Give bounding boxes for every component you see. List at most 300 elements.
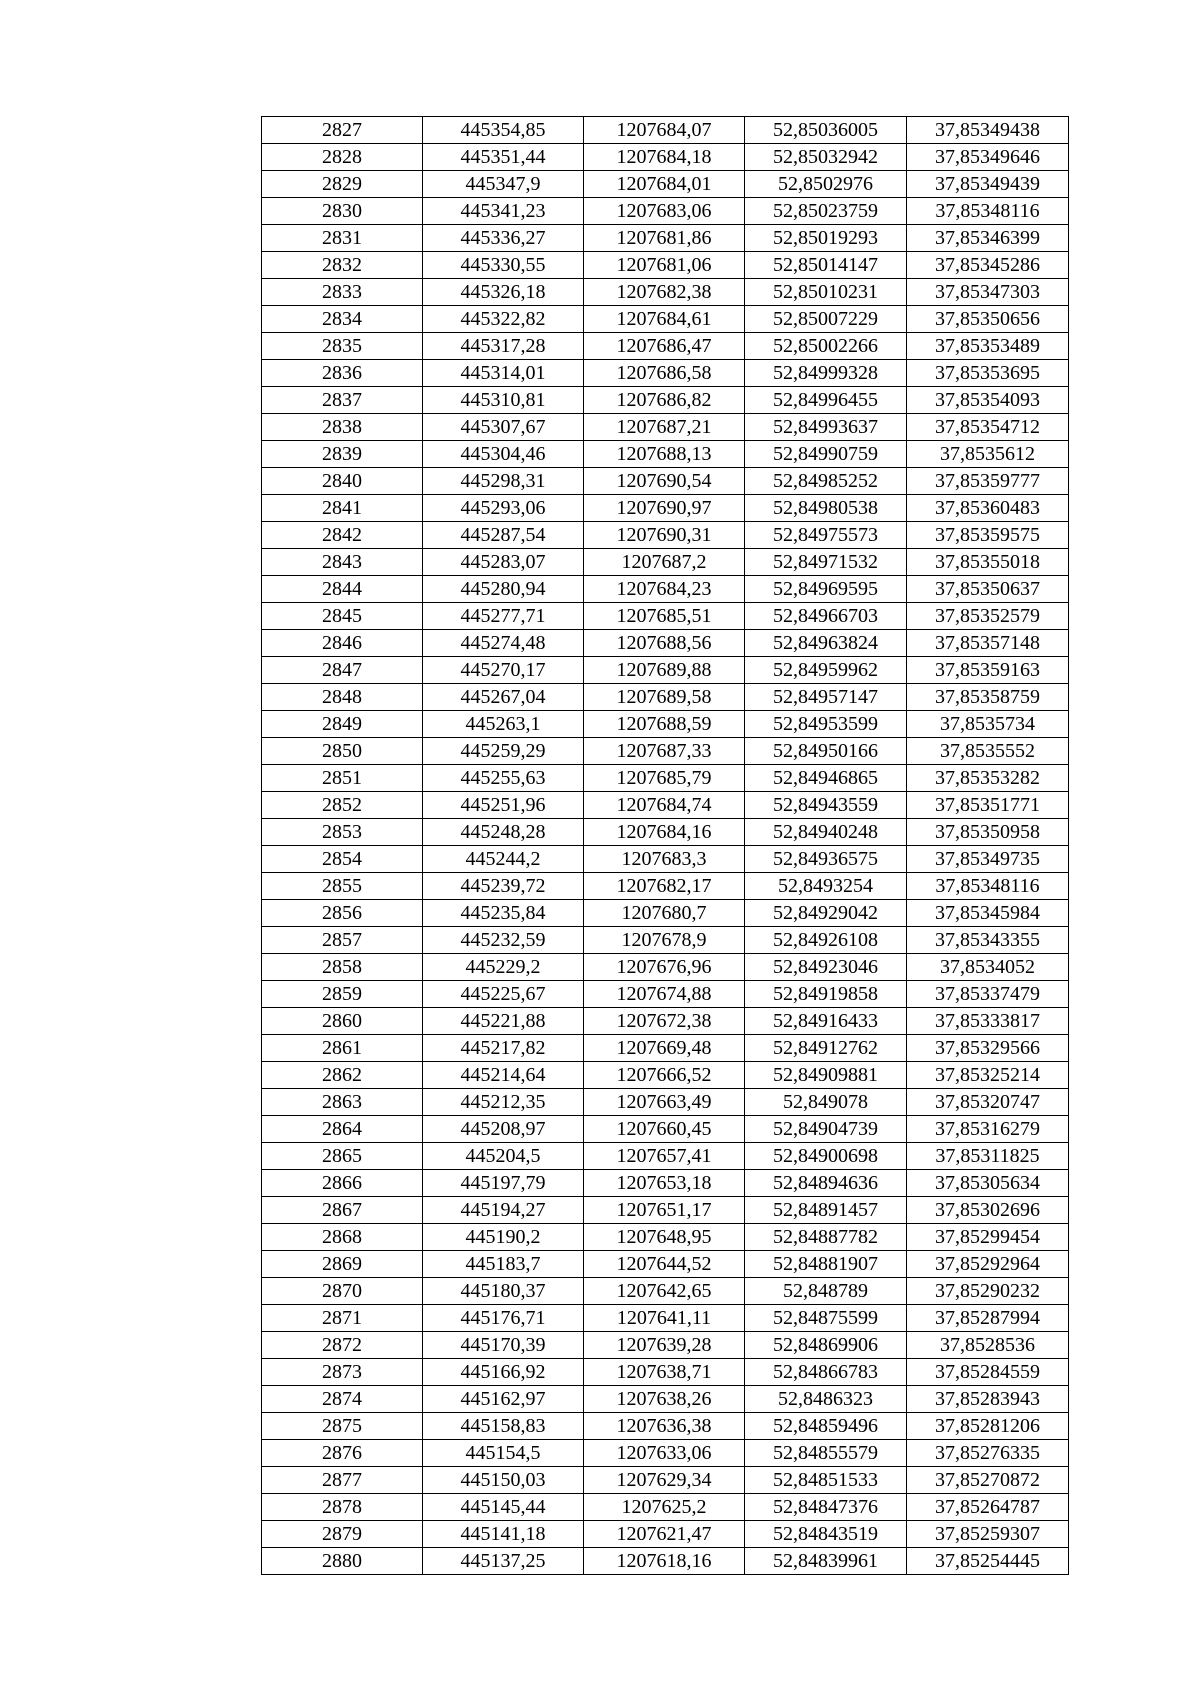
table-row: [262, 1467, 1069, 1494]
longitude-cell: 37,85353489: [907, 333, 1069, 360]
longitude-cell: 37,85350656: [907, 306, 1069, 333]
table-row: [262, 144, 1069, 171]
x-coordinate-cell: 445330,55: [423, 252, 584, 279]
longitude-cell: 37,85349735: [907, 846, 1069, 873]
table-row: [262, 765, 1069, 792]
table-row: [262, 954, 1069, 981]
x-coordinate-cell: 445141,18: [423, 1521, 584, 1548]
table-row: [262, 846, 1069, 873]
latitude-cell: 52,84975573: [745, 522, 907, 549]
table-row: [262, 549, 1069, 576]
x-coordinate-cell: 445298,31: [423, 468, 584, 495]
table-row: [262, 711, 1069, 738]
longitude-cell: 37,85353282: [907, 765, 1069, 792]
y-coordinate-cell: 1207683,06: [584, 198, 745, 225]
y-coordinate-cell: 1207685,79: [584, 765, 745, 792]
table-row: [262, 414, 1069, 441]
table-row: [262, 279, 1069, 306]
latitude-cell: 52,84904739: [745, 1116, 907, 1143]
table-row: [262, 468, 1069, 495]
point-number-cell: 2835: [262, 333, 423, 360]
longitude-cell: 37,85359575: [907, 522, 1069, 549]
y-coordinate-cell: 1207689,58: [584, 684, 745, 711]
y-coordinate-cell: 1207648,95: [584, 1224, 745, 1251]
longitude-cell: 37,85350958: [907, 819, 1069, 846]
longitude-cell: 37,85316279: [907, 1116, 1069, 1143]
latitude-cell: 52,84909881: [745, 1062, 907, 1089]
point-number-cell: 2827: [262, 117, 423, 144]
x-coordinate-cell: 445208,97: [423, 1116, 584, 1143]
table-row: [262, 630, 1069, 657]
x-coordinate-cell: 445293,06: [423, 495, 584, 522]
point-number-cell: 2861: [262, 1035, 423, 1062]
y-coordinate-cell: 1207681,86: [584, 225, 745, 252]
point-number-cell: 2836: [262, 360, 423, 387]
x-coordinate-cell: 445170,39: [423, 1332, 584, 1359]
latitude-cell: 52,84966703: [745, 603, 907, 630]
x-coordinate-cell: 445322,82: [423, 306, 584, 333]
y-coordinate-cell: 1207621,47: [584, 1521, 745, 1548]
table-row: [262, 1386, 1069, 1413]
longitude-cell: 37,85350637: [907, 576, 1069, 603]
y-coordinate-cell: 1207682,17: [584, 873, 745, 900]
longitude-cell: 37,85283943: [907, 1386, 1069, 1413]
longitude-cell: 37,8535552: [907, 738, 1069, 765]
table-row: [262, 1170, 1069, 1197]
y-coordinate-cell: 1207618,16: [584, 1548, 745, 1575]
table-row: [262, 1062, 1069, 1089]
latitude-cell: 52,84969595: [745, 576, 907, 603]
point-number-cell: 2830: [262, 198, 423, 225]
x-coordinate-cell: 445239,72: [423, 873, 584, 900]
longitude-cell: 37,85359163: [907, 657, 1069, 684]
y-coordinate-cell: 1207689,88: [584, 657, 745, 684]
table-row: [262, 1143, 1069, 1170]
latitude-cell: 52,84959962: [745, 657, 907, 684]
latitude-cell: 52,85010231: [745, 279, 907, 306]
table-row: [262, 927, 1069, 954]
point-number-cell: 2866: [262, 1170, 423, 1197]
x-coordinate-cell: 445217,82: [423, 1035, 584, 1062]
x-coordinate-cell: 445251,96: [423, 792, 584, 819]
x-coordinate-cell: 445212,35: [423, 1089, 584, 1116]
longitude-cell: 37,85359777: [907, 468, 1069, 495]
x-coordinate-cell: 445310,81: [423, 387, 584, 414]
latitude-cell: 52,8493254: [745, 873, 907, 900]
latitude-cell: 52,84990759: [745, 441, 907, 468]
latitude-cell: 52,848789: [745, 1278, 907, 1305]
point-number-cell: 2860: [262, 1008, 423, 1035]
longitude-cell: 37,85349646: [907, 144, 1069, 171]
y-coordinate-cell: 1207678,9: [584, 927, 745, 954]
longitude-cell: 37,85360483: [907, 495, 1069, 522]
x-coordinate-cell: 445283,07: [423, 549, 584, 576]
y-coordinate-cell: 1207682,38: [584, 279, 745, 306]
x-coordinate-cell: 445347,9: [423, 171, 584, 198]
latitude-cell: 52,8502976: [745, 171, 907, 198]
longitude-cell: 37,85305634: [907, 1170, 1069, 1197]
table-row: [262, 360, 1069, 387]
x-coordinate-cell: 445166,92: [423, 1359, 584, 1386]
table-row: [262, 171, 1069, 198]
table-row: [262, 225, 1069, 252]
longitude-cell: 37,85329566: [907, 1035, 1069, 1062]
y-coordinate-cell: 1207684,16: [584, 819, 745, 846]
y-coordinate-cell: 1207686,47: [584, 333, 745, 360]
y-coordinate-cell: 1207683,3: [584, 846, 745, 873]
x-coordinate-cell: 445280,94: [423, 576, 584, 603]
y-coordinate-cell: 1207684,18: [584, 144, 745, 171]
table-row: [262, 1278, 1069, 1305]
x-coordinate-cell: 445267,04: [423, 684, 584, 711]
table-row: [262, 333, 1069, 360]
x-coordinate-cell: 445183,7: [423, 1251, 584, 1278]
longitude-cell: 37,85320747: [907, 1089, 1069, 1116]
table-row: [262, 1413, 1069, 1440]
point-number-cell: 2847: [262, 657, 423, 684]
longitude-cell: 37,85348116: [907, 873, 1069, 900]
latitude-cell: 52,85007229: [745, 306, 907, 333]
x-coordinate-cell: 445270,17: [423, 657, 584, 684]
y-coordinate-cell: 1207653,18: [584, 1170, 745, 1197]
point-number-cell: 2842: [262, 522, 423, 549]
longitude-cell: 37,85343355: [907, 927, 1069, 954]
table-row: [262, 198, 1069, 225]
latitude-cell: 52,84881907: [745, 1251, 907, 1278]
y-coordinate-cell: 1207685,51: [584, 603, 745, 630]
point-number-cell: 2840: [262, 468, 423, 495]
y-coordinate-cell: 1207690,31: [584, 522, 745, 549]
x-coordinate-cell: 445314,01: [423, 360, 584, 387]
longitude-cell: 37,85337479: [907, 981, 1069, 1008]
table-row: [262, 684, 1069, 711]
y-coordinate-cell: 1207684,01: [584, 171, 745, 198]
table-row: [262, 738, 1069, 765]
y-coordinate-cell: 1207663,49: [584, 1089, 745, 1116]
point-number-cell: 2829: [262, 171, 423, 198]
longitude-cell: 37,85292964: [907, 1251, 1069, 1278]
longitude-cell: 37,85349439: [907, 171, 1069, 198]
latitude-cell: 52,84875599: [745, 1305, 907, 1332]
y-coordinate-cell: 1207687,2: [584, 549, 745, 576]
point-number-cell: 2844: [262, 576, 423, 603]
point-number-cell: 2880: [262, 1548, 423, 1575]
x-coordinate-cell: 445304,46: [423, 441, 584, 468]
y-coordinate-cell: 1207684,23: [584, 576, 745, 603]
latitude-cell: 52,84946865: [745, 765, 907, 792]
table-row: [262, 900, 1069, 927]
point-number-cell: 2857: [262, 927, 423, 954]
y-coordinate-cell: 1207681,06: [584, 252, 745, 279]
point-number-cell: 2868: [262, 1224, 423, 1251]
latitude-cell: 52,85019293: [745, 225, 907, 252]
table-row: [262, 873, 1069, 900]
x-coordinate-cell: 445229,2: [423, 954, 584, 981]
longitude-cell: 37,85351771: [907, 792, 1069, 819]
latitude-cell: 52,84985252: [745, 468, 907, 495]
point-number-cell: 2874: [262, 1386, 423, 1413]
longitude-cell: 37,85264787: [907, 1494, 1069, 1521]
latitude-cell: 52,84929042: [745, 900, 907, 927]
point-number-cell: 2869: [262, 1251, 423, 1278]
latitude-cell: 52,84891457: [745, 1197, 907, 1224]
longitude-cell: 37,85354093: [907, 387, 1069, 414]
latitude-cell: 52,84894636: [745, 1170, 907, 1197]
longitude-cell: 37,85346399: [907, 225, 1069, 252]
longitude-cell: 37,8528536: [907, 1332, 1069, 1359]
point-number-cell: 2864: [262, 1116, 423, 1143]
table-row: [262, 1494, 1069, 1521]
latitude-cell: 52,85023759: [745, 198, 907, 225]
point-number-cell: 2859: [262, 981, 423, 1008]
table-row: [262, 1224, 1069, 1251]
longitude-cell: 37,85358759: [907, 684, 1069, 711]
point-number-cell: 2873: [262, 1359, 423, 1386]
longitude-cell: 37,85276335: [907, 1440, 1069, 1467]
longitude-cell: 37,85287994: [907, 1305, 1069, 1332]
table-row: [262, 1089, 1069, 1116]
latitude-cell: 52,84923046: [745, 954, 907, 981]
x-coordinate-cell: 445150,03: [423, 1467, 584, 1494]
latitude-cell: 52,84843519: [745, 1521, 907, 1548]
point-number-cell: 2870: [262, 1278, 423, 1305]
point-number-cell: 2837: [262, 387, 423, 414]
point-number-cell: 2872: [262, 1332, 423, 1359]
latitude-cell: 52,84971532: [745, 549, 907, 576]
table-row: [262, 306, 1069, 333]
point-number-cell: 2848: [262, 684, 423, 711]
longitude-cell: 37,85348116: [907, 198, 1069, 225]
point-number-cell: 2856: [262, 900, 423, 927]
latitude-cell: 52,85014147: [745, 252, 907, 279]
table-row: [262, 1359, 1069, 1386]
longitude-cell: 37,85357148: [907, 630, 1069, 657]
y-coordinate-cell: 1207644,52: [584, 1251, 745, 1278]
y-coordinate-cell: 1207690,97: [584, 495, 745, 522]
latitude-cell: 52,84919858: [745, 981, 907, 1008]
point-number-cell: 2828: [262, 144, 423, 171]
latitude-cell: 52,84993637: [745, 414, 907, 441]
longitude-cell: 37,85302696: [907, 1197, 1069, 1224]
latitude-cell: 52,84953599: [745, 711, 907, 738]
table-row: [262, 1548, 1069, 1575]
longitude-cell: 37,85290232: [907, 1278, 1069, 1305]
x-coordinate-cell: 445221,88: [423, 1008, 584, 1035]
x-coordinate-cell: 445341,23: [423, 198, 584, 225]
latitude-cell: 52,84869906: [745, 1332, 907, 1359]
point-number-cell: 2877: [262, 1467, 423, 1494]
latitude-cell: 52,84980538: [745, 495, 907, 522]
longitude-cell: 37,85299454: [907, 1224, 1069, 1251]
table-row: [262, 1008, 1069, 1035]
latitude-cell: 52,84926108: [745, 927, 907, 954]
y-coordinate-cell: 1207636,38: [584, 1413, 745, 1440]
y-coordinate-cell: 1207684,07: [584, 117, 745, 144]
point-number-cell: 2850: [262, 738, 423, 765]
x-coordinate-cell: 445351,44: [423, 144, 584, 171]
point-number-cell: 2846: [262, 630, 423, 657]
longitude-cell: 37,85281206: [907, 1413, 1069, 1440]
latitude-cell: 52,84940248: [745, 819, 907, 846]
point-number-cell: 2851: [262, 765, 423, 792]
x-coordinate-cell: 445190,2: [423, 1224, 584, 1251]
longitude-cell: 37,85355018: [907, 549, 1069, 576]
longitude-cell: 37,85349438: [907, 117, 1069, 144]
x-coordinate-cell: 445336,27: [423, 225, 584, 252]
y-coordinate-cell: 1207672,38: [584, 1008, 745, 1035]
x-coordinate-cell: 445248,28: [423, 819, 584, 846]
y-coordinate-cell: 1207680,7: [584, 900, 745, 927]
longitude-cell: 37,85345984: [907, 900, 1069, 927]
table-row: [262, 387, 1069, 414]
table-row: [262, 603, 1069, 630]
point-number-cell: 2876: [262, 1440, 423, 1467]
x-coordinate-cell: 445287,54: [423, 522, 584, 549]
y-coordinate-cell: 1207687,21: [584, 414, 745, 441]
table-row: [262, 1035, 1069, 1062]
table-row: [262, 981, 1069, 1008]
point-number-cell: 2852: [262, 792, 423, 819]
point-number-cell: 2878: [262, 1494, 423, 1521]
x-coordinate-cell: 445244,2: [423, 846, 584, 873]
table-row: [262, 1332, 1069, 1359]
x-coordinate-cell: 445235,84: [423, 900, 584, 927]
y-coordinate-cell: 1207676,96: [584, 954, 745, 981]
x-coordinate-cell: 445197,79: [423, 1170, 584, 1197]
x-coordinate-cell: 445225,67: [423, 981, 584, 1008]
longitude-cell: 37,8534052: [907, 954, 1069, 981]
latitude-cell: 52,84887782: [745, 1224, 907, 1251]
latitude-cell: 52,85032942: [745, 144, 907, 171]
point-number-cell: 2865: [262, 1143, 423, 1170]
y-coordinate-cell: 1207669,48: [584, 1035, 745, 1062]
table-row: [262, 1251, 1069, 1278]
latitude-cell: 52,84851533: [745, 1467, 907, 1494]
table-row: [262, 1197, 1069, 1224]
latitude-cell: 52,84859496: [745, 1413, 907, 1440]
table-row: [262, 252, 1069, 279]
longitude-cell: 37,85325214: [907, 1062, 1069, 1089]
table-row: [262, 792, 1069, 819]
latitude-cell: 52,849078: [745, 1089, 907, 1116]
latitude-cell: 52,84996455: [745, 387, 907, 414]
y-coordinate-cell: 1207629,34: [584, 1467, 745, 1494]
x-coordinate-cell: 445255,63: [423, 765, 584, 792]
x-coordinate-cell: 445176,71: [423, 1305, 584, 1332]
x-coordinate-cell: 445145,44: [423, 1494, 584, 1521]
latitude-cell: 52,84950166: [745, 738, 907, 765]
point-number-cell: 2855: [262, 873, 423, 900]
point-number-cell: 2854: [262, 846, 423, 873]
x-coordinate-cell: 445274,48: [423, 630, 584, 657]
y-coordinate-cell: 1207642,65: [584, 1278, 745, 1305]
latitude-cell: 52,84866783: [745, 1359, 907, 1386]
y-coordinate-cell: 1207684,61: [584, 306, 745, 333]
x-coordinate-cell: 445158,83: [423, 1413, 584, 1440]
latitude-cell: 52,84943559: [745, 792, 907, 819]
point-number-cell: 2833: [262, 279, 423, 306]
table-row: [262, 1116, 1069, 1143]
x-coordinate-cell: 445326,18: [423, 279, 584, 306]
longitude-cell: 37,85311825: [907, 1143, 1069, 1170]
x-coordinate-cell: 445154,5: [423, 1440, 584, 1467]
x-coordinate-cell: 445180,37: [423, 1278, 584, 1305]
longitude-cell: 37,85353695: [907, 360, 1069, 387]
point-number-cell: 2862: [262, 1062, 423, 1089]
point-number-cell: 2863: [262, 1089, 423, 1116]
x-coordinate-cell: 445317,28: [423, 333, 584, 360]
latitude-cell: 52,84963824: [745, 630, 907, 657]
point-number-cell: 2832: [262, 252, 423, 279]
y-coordinate-cell: 1207633,06: [584, 1440, 745, 1467]
x-coordinate-cell: 445277,71: [423, 603, 584, 630]
longitude-cell: 37,85270872: [907, 1467, 1069, 1494]
point-number-cell: 2867: [262, 1197, 423, 1224]
longitude-cell: 37,85347303: [907, 279, 1069, 306]
table-row: [262, 576, 1069, 603]
point-number-cell: 2838: [262, 414, 423, 441]
point-number-cell: 2879: [262, 1521, 423, 1548]
longitude-cell: 37,85254445: [907, 1548, 1069, 1575]
point-number-cell: 2853: [262, 819, 423, 846]
point-number-cell: 2831: [262, 225, 423, 252]
longitude-cell: 37,8535612: [907, 441, 1069, 468]
point-number-cell: 2841: [262, 495, 423, 522]
y-coordinate-cell: 1207684,74: [584, 792, 745, 819]
y-coordinate-cell: 1207674,88: [584, 981, 745, 1008]
coordinates-table: [261, 116, 1069, 1575]
y-coordinate-cell: 1207688,59: [584, 711, 745, 738]
table-row: [262, 1521, 1069, 1548]
longitude-cell: 37,85333817: [907, 1008, 1069, 1035]
longitude-cell: 37,85284559: [907, 1359, 1069, 1386]
y-coordinate-cell: 1207686,58: [584, 360, 745, 387]
table-row: [262, 1440, 1069, 1467]
x-coordinate-cell: 445137,25: [423, 1548, 584, 1575]
table-row: [262, 117, 1069, 144]
longitude-cell: 37,85345286: [907, 252, 1069, 279]
y-coordinate-cell: 1207687,33: [584, 738, 745, 765]
y-coordinate-cell: 1207688,13: [584, 441, 745, 468]
point-number-cell: 2858: [262, 954, 423, 981]
latitude-cell: 52,84912762: [745, 1035, 907, 1062]
x-coordinate-cell: 445162,97: [423, 1386, 584, 1413]
y-coordinate-cell: 1207625,2: [584, 1494, 745, 1521]
x-coordinate-cell: 445232,59: [423, 927, 584, 954]
point-number-cell: 2845: [262, 603, 423, 630]
table-row: [262, 819, 1069, 846]
point-number-cell: 2834: [262, 306, 423, 333]
y-coordinate-cell: 1207641,11: [584, 1305, 745, 1332]
x-coordinate-cell: 445263,1: [423, 711, 584, 738]
x-coordinate-cell: 445307,67: [423, 414, 584, 441]
latitude-cell: 52,84839961: [745, 1548, 907, 1575]
latitude-cell: 52,84999328: [745, 360, 907, 387]
table-row: [262, 657, 1069, 684]
longitude-cell: 37,85354712: [907, 414, 1069, 441]
y-coordinate-cell: 1207657,41: [584, 1143, 745, 1170]
y-coordinate-cell: 1207651,17: [584, 1197, 745, 1224]
x-coordinate-cell: 445214,64: [423, 1062, 584, 1089]
table-row: [262, 495, 1069, 522]
point-number-cell: 2875: [262, 1413, 423, 1440]
latitude-cell: 52,8486323: [745, 1386, 907, 1413]
point-number-cell: 2839: [262, 441, 423, 468]
y-coordinate-cell: 1207690,54: [584, 468, 745, 495]
y-coordinate-cell: 1207688,56: [584, 630, 745, 657]
longitude-cell: 37,85352579: [907, 603, 1069, 630]
point-number-cell: 2871: [262, 1305, 423, 1332]
